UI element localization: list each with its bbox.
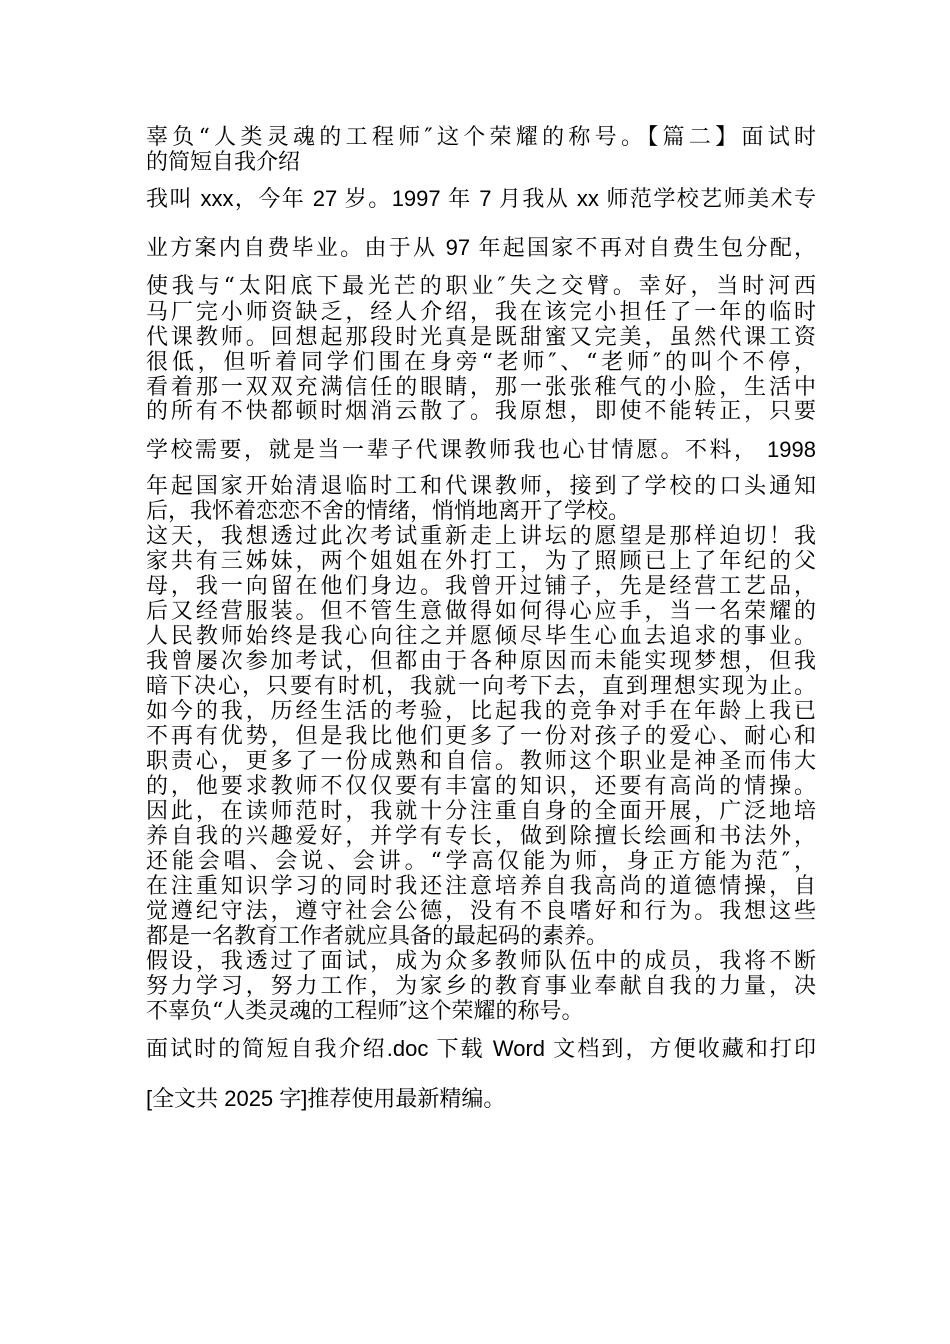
text-line: 在注重知识学习的同时我还注意培养自我高尚的道德情操，自 xyxy=(146,874,816,899)
text-line: 职责心，更多了一份成熟和自信。教师这个职业是神圣而伟大 xyxy=(146,749,816,774)
text-line: 努力学习，努力工作，为家乡的教育事业奉献自我的力量，决 xyxy=(146,974,816,999)
text-line: 使我与“太阳底下最光芒的职业″失之交臂。幸好，当时河西 xyxy=(146,274,816,299)
text-line: 后又经营服装。但不管生意做得如何得心应手，当一名荣耀的 xyxy=(146,599,816,624)
text-line: 假设，我透过了面试，成为众多教师队伍中的成员，我将不断 xyxy=(146,949,816,974)
text-line: 的，他要求教师不仅仅要有丰富的知识，还要有高尚的情操。 xyxy=(146,774,816,799)
text-line: 都是一名教育工作者就应具备的最起码的素养。 xyxy=(146,924,609,949)
text-line: 学校需要，就是当一辈子代课教师我也心甘情愿。不料， 1998 xyxy=(146,437,816,462)
text-line: 人民教师始终是我心向往之并愿倾尽毕生心血去追求的事业。 xyxy=(146,624,816,649)
text-line: 很低，但听着同学们围在身旁“老师″、“老师″的叫个不停， xyxy=(146,350,816,375)
text-line: 我曾屡次参加考试，但都由于各种原因而未能实现梦想，但我 xyxy=(146,649,816,674)
text-line: 辜负“人类灵魂的工程师″这个荣耀的称号。【篇二】面试时 xyxy=(146,125,816,150)
text-line: 的所有不快都顿时烟消云散了。我原想，即使不能转正，只要 xyxy=(146,399,816,424)
word-count-note: [全文共 2025 字]推荐使用最新精编。 xyxy=(146,1086,506,1111)
text-line: 代课教师。回想起那段时光真是既甜蜜又完美，虽然代课工资 xyxy=(146,325,816,350)
text-line: 暗下决心，只要有时机，我就一向考下去，直到理想实现为止。 xyxy=(146,674,816,699)
text-line: 养自我的兴趣爱好，并学有专长，做到除擅长绘画和书法外， xyxy=(146,824,816,849)
text-line: 不再有优势，但是我比他们更多了一份对孩子的爱心、耐心和 xyxy=(146,724,816,749)
download-note: 面试时的简短自我介绍.doc 下载 Word 文档到，方便收藏和打印 xyxy=(146,1036,816,1061)
text-line: 家共有三姊妹，两个姐姐在外打工，为了照顾已上了年纪的父 xyxy=(146,549,816,574)
text-line: 的简短自我介绍 xyxy=(146,150,301,175)
text-line: 这天，我想透过此次考试重新走上讲坛的愿望是那样迫切！我 xyxy=(146,524,816,549)
text-line: 看着那一双双充满信任的眼睛，那一张张稚气的小脸，生活中 xyxy=(146,375,816,400)
text-line: 后，我怀着恋恋不舍的情绪，悄悄地离开了学校。 xyxy=(146,499,631,524)
text-line: 年起国家开始清退临时工和代课教师，接到了学校的口头通知 xyxy=(146,474,816,499)
text-line: 还能会唱、会说、会讲。“学高仅能为师，身正方能为范″， xyxy=(146,849,816,874)
text-line: 母，我一向留在他们身边。我曾开过铺子，先是经营工艺品， xyxy=(146,574,816,599)
text-line: 因此，在读师范时，我就十分注重自身的全面开展，广泛地培 xyxy=(146,799,816,824)
text-line: 觉遵纪守法，遵守社会公德，没有不良嗜好和行为。我想这些 xyxy=(146,899,816,924)
text-line: 如今的我，历经生活的考验，比起我的竞争对手在年龄上我已 xyxy=(146,699,816,724)
text-line: 马厂完小师资缺乏，经人介绍，我在该完小担任了一年的临时 xyxy=(146,300,816,325)
text-line: 我叫 xxx，今年 27 岁。1997 年 7 月我从 xx 师范学校艺师美术专 xyxy=(146,186,816,211)
text-line: 不辜负“人类灵魂的工程师″这个荣耀的称号。 xyxy=(146,999,584,1024)
text-line: 业方案内自费毕业。由于从 97 年起国家不再对自费生包分配， xyxy=(146,235,816,260)
